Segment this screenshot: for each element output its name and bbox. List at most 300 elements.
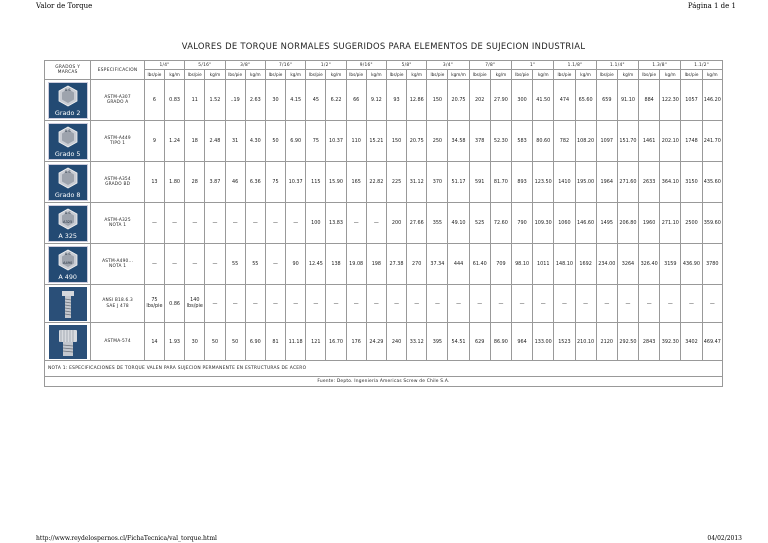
value-cell: —: [366, 285, 386, 323]
value-cell: 31: [225, 121, 245, 162]
unit-lbs-header: lbs/pie: [265, 70, 285, 80]
size-header: 3/8": [225, 61, 265, 70]
value-cell: 138: [326, 244, 346, 285]
value-cell: 469.47: [702, 323, 722, 361]
value-cell: 326.40: [639, 244, 660, 285]
value-cell: 37.34: [427, 244, 448, 285]
spec-line: ASTM-A307: [104, 94, 131, 100]
value-cell: 474: [554, 80, 575, 121]
value-cell: 206.80: [617, 203, 638, 244]
unit-kgm-header: kg/m: [366, 70, 386, 80]
value-cell: 81: [265, 323, 285, 361]
value-cell: —: [575, 285, 596, 323]
value-cell: 1.24: [165, 121, 185, 162]
badge-mid-mark: A490: [63, 260, 73, 265]
value-cell: 2.63: [245, 80, 265, 121]
value-cell: 3264: [617, 244, 638, 285]
value-cell: 300: [511, 80, 532, 121]
spec-line: ASTM-A325: [104, 217, 131, 223]
size-header: 1.1/2": [681, 61, 723, 70]
value-cell: 13: [144, 162, 164, 203]
value-cell: 30: [185, 323, 205, 361]
value-cell: 28: [185, 162, 205, 203]
value-cell: 20.75: [407, 121, 427, 162]
value-cell: 2.48: [205, 121, 225, 162]
value-cell: 964: [511, 323, 532, 361]
value-cell: —: [702, 285, 722, 323]
value-cell: —: [511, 285, 532, 323]
value-cell: 31.12: [407, 162, 427, 203]
value-cell: 4.30: [245, 121, 265, 162]
value-cell: 4.15: [286, 80, 306, 121]
value-cell: 10.37: [286, 162, 306, 203]
value-cell: 1748: [681, 121, 702, 162]
value-cell: 90: [286, 244, 306, 285]
spec-line: TIPO 1: [110, 141, 126, 146]
value-cell: —: [490, 285, 511, 323]
table-row: [45, 203, 723, 244]
value-cell: 151.70: [617, 121, 638, 162]
grade-cell: [45, 203, 91, 244]
value-cell: 370: [427, 162, 448, 203]
grade-cell: [45, 285, 91, 323]
value-cell: —: [265, 203, 285, 244]
size-header: 9/16": [346, 61, 386, 70]
unit-kgm-header: kg/m: [286, 70, 306, 80]
unit-lbs-header: lbs/pie: [185, 70, 205, 80]
grade-cell: [45, 121, 91, 162]
value-cell: 1692: [575, 244, 596, 285]
value-cell: —: [346, 203, 366, 244]
value-cell: 444: [448, 244, 469, 285]
value-cell: 15.90: [326, 162, 346, 203]
value-cell: 41.50: [533, 80, 554, 121]
value-cell: 49.10: [448, 203, 469, 244]
value-cell: —: [596, 285, 617, 323]
value-cell: 22.82: [366, 162, 386, 203]
value-cell: 12.86: [407, 80, 427, 121]
value-cell: 1495: [596, 203, 617, 244]
table-row: [45, 244, 723, 285]
value-cell: 14: [144, 323, 164, 361]
value-cell: 6: [144, 80, 164, 121]
value-cell: —: [681, 285, 702, 323]
size-header: 1/4": [144, 61, 184, 70]
spec-line: GRADO BD: [105, 182, 131, 187]
value-cell: 250: [427, 121, 448, 162]
badge-mark: A S: [64, 128, 71, 133]
value-cell: 11.18: [286, 323, 306, 361]
value-cell: 435.60: [702, 162, 722, 203]
value-cell: 241.70: [702, 121, 722, 162]
badge-mark: A S: [64, 169, 71, 174]
value-cell: 198: [366, 244, 386, 285]
grades-header: GRADOS Y MARCAS: [45, 61, 91, 80]
value-cell: 3.87: [205, 162, 225, 203]
value-cell: 709: [490, 244, 511, 285]
value-cell: 240: [386, 323, 406, 361]
hex-bolt-head-grade-2-icon: [48, 82, 88, 119]
value-cell: 271.10: [660, 203, 681, 244]
size-header: 3/4": [427, 61, 469, 70]
value-cell: 1.80: [165, 162, 185, 203]
unit-kgm-header: kgm/m: [448, 70, 469, 80]
value-cell: 100: [306, 203, 326, 244]
value-cell: 525: [469, 203, 490, 244]
hex-socket-screw-icon: [49, 287, 87, 321]
value-cell: 893: [511, 162, 532, 203]
value-cell: 359.60: [702, 203, 722, 244]
spec-line: ASTM-A449: [104, 135, 131, 141]
value-cell: 13.83: [326, 203, 346, 244]
value-cell: 54.51: [448, 323, 469, 361]
value-cell: 1011: [533, 244, 554, 285]
spec-line: NOTA 1: [109, 264, 127, 269]
spec-line: SAE J 478: [106, 303, 129, 309]
value-cell: 52.30: [490, 121, 511, 162]
spec-line: ASTMA-574: [104, 338, 131, 344]
value-cell: —: [346, 285, 366, 323]
grade-cell: [45, 244, 91, 285]
value-cell: —: [265, 285, 285, 323]
spec-cell: [91, 162, 144, 203]
socket-head-cap-screw-icon: [49, 325, 87, 359]
value-cell: 12.45: [306, 244, 326, 285]
value-cell: 195.00: [575, 162, 596, 203]
value-cell: 1.93: [165, 323, 185, 361]
value-cell: —: [326, 285, 346, 323]
value-cell: 0.83: [165, 80, 185, 121]
value-cell: 55: [245, 244, 265, 285]
table-header: [45, 61, 723, 80]
value-cell: 378: [469, 121, 490, 162]
value-cell: —: [205, 203, 225, 244]
value-cell: 16.70: [326, 323, 346, 361]
value-cell: —: [366, 203, 386, 244]
size-header: 1.1/4": [596, 61, 638, 70]
value-cell: 15.21: [366, 121, 386, 162]
table-row: [45, 162, 723, 203]
value-cell: —: [617, 285, 638, 323]
value-cell: 591: [469, 162, 490, 203]
value-cell: —: [306, 285, 326, 323]
value-cell: —: [245, 203, 265, 244]
value-cell: 34.58: [448, 121, 469, 162]
unit-lbs-header: lbs/pie: [144, 70, 164, 80]
value-cell: 392.30: [660, 323, 681, 361]
spec-cell: [91, 323, 144, 361]
value-cell: 27.38: [386, 244, 406, 285]
badge-label: Grado 2: [54, 108, 81, 117]
value-cell: 3150: [681, 162, 702, 203]
value-cell: 436.90: [681, 244, 702, 285]
value-cell: 24.29: [366, 323, 386, 361]
table-body: [45, 80, 723, 361]
value-cell: 790: [511, 203, 532, 244]
value-cell: 782: [554, 121, 575, 162]
value-cell: 2500: [681, 203, 702, 244]
value-cell: —: [407, 285, 427, 323]
value-cell: 364.10: [660, 162, 681, 203]
unit-lbs-header: lbs/pie: [225, 70, 245, 80]
unit-lbs-header: lbs/pie: [306, 70, 326, 80]
value-cell: 123.50: [533, 162, 554, 203]
table-note: NOTA 1: ESPECIFICACIONES DE TORQUE VALEN PARA SUJECION PERMANENTE EN ESTRUCTURAS DE ACERO: [45, 361, 723, 377]
spec-line: ANSI B18.6.3: [102, 298, 133, 303]
unit-kgm-header: kg/m: [617, 70, 638, 80]
spec-line: ASTM-A354: [104, 176, 131, 182]
spec-line: GRADO A: [106, 100, 129, 105]
value-cell: 45: [306, 80, 326, 121]
value-cell: 176: [346, 323, 366, 361]
value-cell: —: [533, 285, 554, 323]
badge-label: A 490: [58, 272, 77, 281]
value-cell: 355: [427, 203, 448, 244]
unit-lbs-header: lbs/pie: [346, 70, 366, 80]
value-cell: 46: [225, 162, 245, 203]
value-cell: 148.10: [554, 244, 575, 285]
value-cell: 140 lbs/pie: [185, 285, 205, 323]
table-row: [45, 121, 723, 162]
spec-line: NOTA 1: [109, 223, 127, 228]
unit-lbs-header: lbs/pie: [639, 70, 660, 80]
value-cell: 72.60: [490, 203, 511, 244]
value-cell: 10.37: [326, 121, 346, 162]
value-cell: —: [427, 285, 448, 323]
unit-kgm-header: kg/m: [326, 70, 346, 80]
value-cell: 75: [306, 121, 326, 162]
badge-label: Grado 5: [54, 149, 81, 158]
value-cell: 1964: [596, 162, 617, 203]
grade-cell: [45, 162, 91, 203]
unit-lbs-header: lbs/pie: [386, 70, 406, 80]
value-cell: 1.52: [205, 80, 225, 121]
value-cell: 50: [205, 323, 225, 361]
value-cell: 200: [386, 203, 406, 244]
unit-kgm-header: kg/m: [165, 70, 185, 80]
value-cell: 93: [386, 80, 406, 121]
value-cell: 292.50: [617, 323, 638, 361]
value-cell: 3402: [681, 323, 702, 361]
value-cell: 19.08: [346, 244, 366, 285]
value-cell: —: [225, 203, 245, 244]
value-cell: —: [165, 244, 185, 285]
unit-kgm-header: kg/m: [245, 70, 265, 80]
badge-mark: A S: [64, 210, 71, 215]
spec-line: ASTM-A490...: [102, 258, 134, 264]
value-cell: —: [245, 285, 265, 323]
print-date: 04/02/2013: [707, 535, 742, 542]
value-cell: 146.60: [575, 203, 596, 244]
value-cell: —: [205, 285, 225, 323]
value-cell: 150: [427, 80, 448, 121]
value-cell: 20.75: [448, 80, 469, 121]
value-cell: —: [185, 203, 205, 244]
value-cell: 75 lbs/pie: [144, 285, 164, 323]
value-cell: 11: [185, 80, 205, 121]
value-cell: 27.66: [407, 203, 427, 244]
badge-label: Grado 8: [54, 190, 81, 199]
value-cell: 165: [346, 162, 366, 203]
value-cell: 202.10: [660, 121, 681, 162]
value-cell: 2843: [639, 323, 660, 361]
table-row: [45, 285, 723, 323]
value-cell: 1097: [596, 121, 617, 162]
value-cell: 61.40: [469, 244, 490, 285]
value-cell: —: [205, 244, 225, 285]
value-cell: 3780: [702, 244, 722, 285]
hex-bolt-head-a490-icon: [48, 246, 88, 283]
value-cell: 1523: [554, 323, 575, 361]
value-cell: 9: [144, 121, 164, 162]
value-cell: 3159: [660, 244, 681, 285]
value-cell: 65.60: [575, 80, 596, 121]
value-cell: —: [185, 244, 205, 285]
badge-label: A 325: [58, 231, 77, 240]
unit-lbs-header: lbs/pie: [554, 70, 575, 80]
hex-bolt-head-grade-8-icon: [48, 164, 88, 201]
grade-cell: [45, 80, 91, 121]
page-url: http://www.reydelospernos.cl/FichaTecnica/val_torque.html: [36, 535, 217, 542]
size-header: 7/8": [469, 61, 511, 70]
value-cell: 133.00: [533, 323, 554, 361]
value-cell: 50: [225, 323, 245, 361]
size-header: 1": [511, 61, 553, 70]
unit-kgm-header: kg/m: [407, 70, 427, 80]
value-cell: 1461: [639, 121, 660, 162]
hex-bolt-head-a325-icon: [48, 205, 88, 242]
value-cell: ..19: [225, 80, 245, 121]
value-cell: 50: [265, 121, 285, 162]
unit-lbs-header: lbs/pie: [427, 70, 448, 80]
value-cell: —: [448, 285, 469, 323]
value-cell: 109.30: [533, 203, 554, 244]
value-cell: —: [144, 203, 164, 244]
value-cell: 66: [346, 80, 366, 121]
spec-cell: [91, 285, 144, 323]
unit-kgm-header: kg/m: [533, 70, 554, 80]
value-cell: —: [286, 285, 306, 323]
value-cell: 225: [386, 162, 406, 203]
unit-kgm-header: kg/m: [660, 70, 681, 80]
spec-cell: [91, 244, 144, 285]
value-cell: 121: [306, 323, 326, 361]
value-cell: 1057: [681, 80, 702, 121]
value-cell: 395: [427, 323, 448, 361]
size-header: 5/8": [386, 61, 426, 70]
spec-cell: [91, 121, 144, 162]
value-cell: 150: [386, 121, 406, 162]
value-cell: 210.10: [575, 323, 596, 361]
value-cell: —: [660, 285, 681, 323]
value-cell: 75: [265, 162, 285, 203]
value-cell: 122.30: [660, 80, 681, 121]
value-cell: —: [225, 285, 245, 323]
value-cell: 51.17: [448, 162, 469, 203]
spec-cell: [91, 203, 144, 244]
badge-mark: A S: [64, 87, 71, 92]
browser-page-title: Valor de Torque: [36, 2, 93, 10]
value-cell: 202: [469, 80, 490, 121]
value-cell: 6.90: [245, 323, 265, 361]
value-cell: 6.90: [286, 121, 306, 162]
table-source: Fuente: Depto. Ingeniería Americas Screw de Chile S.A.: [45, 377, 723, 387]
value-cell: 86.90: [490, 323, 511, 361]
value-cell: 98.10: [511, 244, 532, 285]
value-cell: 2120: [596, 323, 617, 361]
unit-lbs-header: lbs/pie: [596, 70, 617, 80]
grade-cell: [45, 323, 91, 361]
value-cell: 91.10: [617, 80, 638, 121]
value-cell: 2633: [639, 162, 660, 203]
size-header: 1.3/8": [639, 61, 681, 70]
value-cell: —: [386, 285, 406, 323]
value-cell: 583: [511, 121, 532, 162]
badge-mark: A S: [64, 251, 71, 256]
value-cell: 115: [306, 162, 326, 203]
value-cell: 234.00: [596, 244, 617, 285]
unit-kgm-header: kg/m: [490, 70, 511, 80]
value-cell: 659: [596, 80, 617, 121]
document-title: VALORES DE TORQUE NORMALES SUGERIDOS PARA ELEMENTOS DE SUJECION INDUSTRIAL: [181, 41, 586, 51]
unit-lbs-header: lbs/pie: [469, 70, 490, 80]
value-cell: 108.20: [575, 121, 596, 162]
size-header: 1.1/8": [554, 61, 596, 70]
table-row: [45, 80, 723, 121]
value-cell: —: [286, 203, 306, 244]
value-cell: —: [639, 285, 660, 323]
badge-mid-mark: A325: [63, 219, 73, 224]
value-cell: 1960: [639, 203, 660, 244]
value-cell: 1060: [554, 203, 575, 244]
size-header: 5/16": [185, 61, 225, 70]
unit-lbs-header: lbs/pie: [681, 70, 702, 80]
unit-kgm-header: kg/m: [205, 70, 225, 80]
value-cell: 629: [469, 323, 490, 361]
value-cell: —: [144, 244, 164, 285]
value-cell: 27.90: [490, 80, 511, 121]
value-cell: 6.22: [326, 80, 346, 121]
value-cell: 270: [407, 244, 427, 285]
table-row: [45, 323, 723, 361]
value-cell: 6.36: [245, 162, 265, 203]
size-header: 1/2": [306, 61, 346, 70]
unit-kgm-header: kg/m: [575, 70, 596, 80]
value-cell: 80.60: [533, 121, 554, 162]
value-cell: —: [554, 285, 575, 323]
value-cell: 18: [185, 121, 205, 162]
hex-bolt-head-grade-5-icon: [48, 123, 88, 160]
value-cell: 9.12: [366, 80, 386, 121]
size-header: 7/16": [265, 61, 305, 70]
value-cell: 884: [639, 80, 660, 121]
torque-table: [44, 60, 723, 387]
value-cell: 146.20: [702, 80, 722, 121]
value-cell: —: [265, 244, 285, 285]
unit-kgm-header: kg/m: [702, 70, 722, 80]
value-cell: 30: [265, 80, 285, 121]
value-cell: 81.70: [490, 162, 511, 203]
spec-header: ESPECIFICACION: [91, 61, 144, 80]
value-cell: 33.12: [407, 323, 427, 361]
value-cell: 110: [346, 121, 366, 162]
value-cell: 1410: [554, 162, 575, 203]
value-cell: 0.86: [165, 285, 185, 323]
browser-page-number: Página 1 de 1: [687, 2, 736, 10]
spec-cell: [91, 80, 144, 121]
value-cell: —: [469, 285, 490, 323]
value-cell: —: [165, 203, 185, 244]
